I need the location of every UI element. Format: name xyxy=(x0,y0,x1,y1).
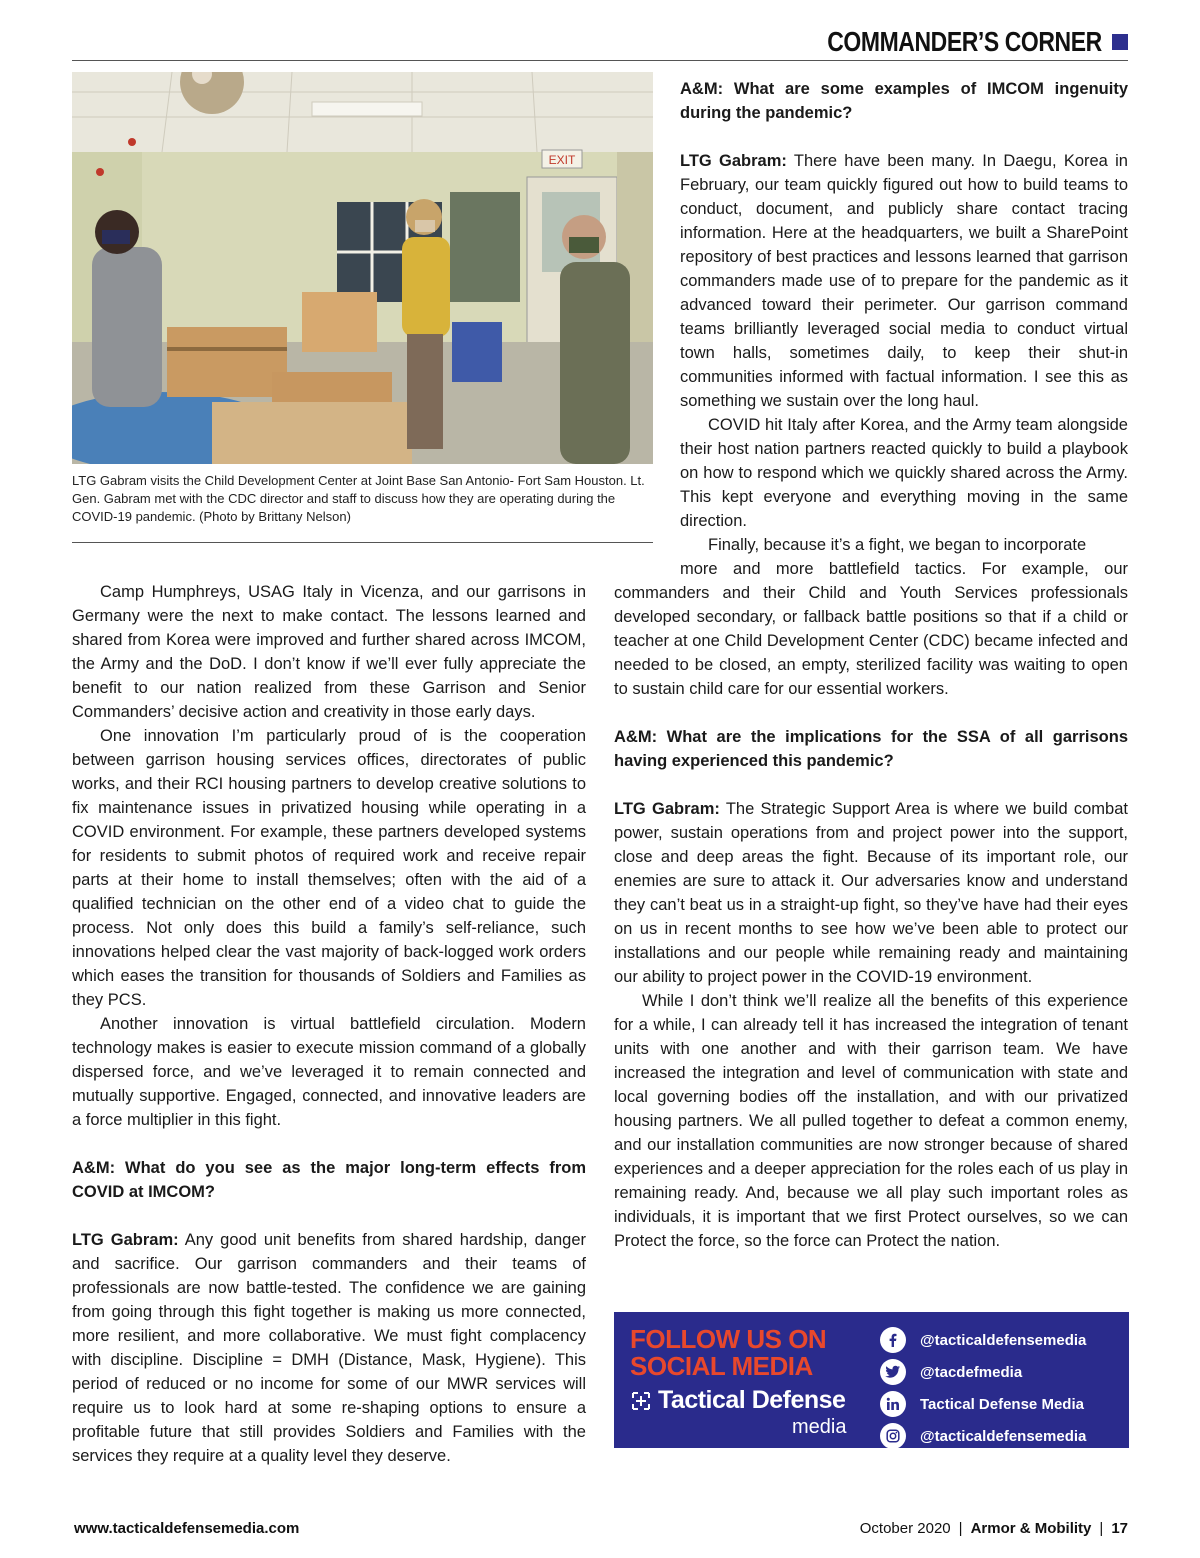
paragraph-humphreys: Camp Humphreys, USAG Italy in Vicenza, and our garrisons in Germany were the next to make contact. The lessons learned and shared from Korea were improved and further shared across IMCOM, the Army and the DoD. I don’t know if we’ll ever fully appreciate the benefit to our nation realized from these Garrison and Senior Commanders’ decisive action and creativity in those early days. xyxy=(72,583,586,721)
instagram-icon xyxy=(880,1423,906,1449)
right-column-bottom xyxy=(614,557,1128,1253)
social-link-linkedin[interactable]: Tactical Defense Media xyxy=(880,1388,1120,1420)
speaker-label: LTG Gabram: xyxy=(72,1231,179,1249)
social-link-instagram[interactable]: @tacticaldefensemedia xyxy=(880,1420,1120,1452)
right-column-finally-lead xyxy=(680,533,1128,557)
paragraph-innovation: One innovation I’m particularly proud of is the cooperation between garrison housing services offices, directorates of public works, and their RCI housing partners to develop creative solutions to fix maintenance issues in privatized housing while operating in a COVID environment. For example, these partners developed systems for residents to submit photos of required work and receive repair parts at their home to install themselves; often with the aid of a qualified technician on the other end of a video chat to guide the process. Not only does this build a family’s self-reliance, such innovations helped clear the vast majority of back-logged work orders which eases the transition for thousands of Soldiers and Families as they PCS. xyxy=(72,727,586,1009)
section-title: COMMANDER’S CORNER xyxy=(827,26,1102,57)
footer-separator: | xyxy=(958,1520,963,1537)
footer-publication: Armor & Mobility xyxy=(970,1520,1092,1537)
question-ingenuity: A&M: What are some examples of IMCOM ingenuity during the pandemic? xyxy=(680,80,1128,122)
speaker-label: LTG Gabram: xyxy=(680,152,787,170)
left-column xyxy=(72,580,586,1468)
footer-url[interactable]: www.tacticaldefensemedia.com xyxy=(74,1520,300,1537)
footer-info xyxy=(860,1520,1128,1537)
answer-ssa xyxy=(614,797,1128,989)
paragraph-finally-first-line: Finally, because it’s a fight, we began to incorporate xyxy=(708,536,1087,554)
footer-date: October 2020 xyxy=(859,1520,951,1537)
social-link-twitter[interactable]: @tacdefmedia xyxy=(880,1356,1120,1388)
caption-divider xyxy=(72,542,653,543)
article-photo xyxy=(72,72,653,464)
paragraph-finally: more and more battlefield tactics. For example, our commanders and their Child and Youth Services professionals developed secondary, or fallback battle positions so that if a child or teacher at one Child Development Center (CDC) became infected and needed to be closed, an empty, sterilized facility was waiting to open to sustain child care for our essential workers. xyxy=(614,560,1128,698)
social-link-facebook[interactable]: @tacticaldefensemedia xyxy=(880,1324,1120,1356)
social-links xyxy=(880,1324,1120,1452)
ad-headline: FOLLOW US ON SOCIAL MEDIA xyxy=(630,1324,827,1381)
right-column-top xyxy=(680,77,1128,533)
speaker-label: LTG Gabram: xyxy=(614,800,720,818)
exit-sign: EXIT xyxy=(548,153,576,167)
footer-separator: | xyxy=(1099,1520,1104,1537)
facebook-icon xyxy=(880,1327,906,1353)
header-divider xyxy=(72,60,1128,61)
answer-ingenuity xyxy=(680,149,1128,413)
page-number: 17 xyxy=(1111,1520,1128,1537)
ad-brand: Tactical Defense xyxy=(630,1386,845,1415)
twitter-icon xyxy=(880,1359,906,1385)
answer-text: Any good unit benefits from shared hardship, danger and sacrifice. Our garrison commanders and their teams of professionals are now battle-tested. The confidence we are gaining from going through this fight together is making us more connected, more resilient, and more collaborative. We must fight complacency with discipline. Discipline = DMH (Distance, Mask, Hygiene). This period of reduced or no income for some of our MWR services will require us to look hard at some re-shaping options to ensure a profitable future that still provides Soldiers and Families with the services they require at a quality level they deserve. xyxy=(72,1231,586,1465)
answer-long-term xyxy=(72,1228,586,1468)
linkedin-icon xyxy=(880,1391,906,1417)
answer-text: There have been many. In Daegu, Korea in February, our team quickly figured out how to build teams to conduct, document, and publicly share contact tracing information. Here at the headquarters, we built a SharePoint repository of best practices and lessons learned that garrison commanders made use of to prepare for the pandemic as it advanced toward their perimeter. Our garrison command teams brilliantly leveraged social media to conduct virtual town halls, sometimes daily, to keep their shut-in communities informed with factual information. I see this as something we sustain over the long haul. xyxy=(680,152,1128,410)
question-long-term: A&M: What do you see as the major long-term effects from COVID at IMCOM? xyxy=(72,1159,586,1201)
ad-brand-sub: media xyxy=(792,1416,847,1438)
section-header xyxy=(767,26,1128,58)
paragraph-benefits: While I don’t think we’ll realize all the benefits of this experience for a while, I can already tell it has increased the integration of tenant units with one another and with their garrison team. We have increased the integration and level of communication with state and local governing bodies off the installation, and with our privatized housing partners. We all pulled together to defeat a common enemy, and our installation communities are now stronger because of shared experiences and a deeper appreciation for the roles each of us play in remaining ready. And, because we all play such important roles as individuals, it is important that we first Protect ourselves, so we can Protect the force, so the force can Protect the nation. xyxy=(614,992,1128,1250)
answer-text: The Strategic Support Area is where we build combat power, sustain operations from and project power into the support, close and deep areas the fight. Because of its important role, our enemies are sure to attack it. Our adversaries know and understand they can’t beat us in a straight-up fight, so they’ve have had their eyes on us in recent months to see how we’ve been able to protect our installations and our people while remaining ready and maintaining our ability to project power in the COVID-19 environment. xyxy=(614,800,1128,986)
paragraph-circulation: Another innovation is virtual battlefield circulation. Modern technology makes is easier to execute mission command of a globally dispersed force, and we’ve leveraged it to remain connected and mutually supportive. Engaged, connected, and innovative leaders are a force multiplier in this fight. xyxy=(72,1015,586,1129)
social-media-ad[interactable] xyxy=(614,1312,1129,1448)
paragraph-italy: COVID hit Italy after Korea, and the Army team alongside their host nation partners reacted quickly to build a playbook on how to respond which we quickly shared across the Army. This kept everyone and everything moving in the same direction. xyxy=(680,416,1128,530)
tactical-defense-logo-icon xyxy=(630,1390,652,1412)
question-ssa: A&M: What are the implications for the SSA of all garrisons having experienced this pandemic? xyxy=(614,728,1128,770)
section-marker xyxy=(1112,34,1128,50)
photo-caption: LTG Gabram visits the Child Development Center at Joint Base San Antonio- Fort Sam Houston. Lt. Gen. Gabram met with the CDC director and staff to discuss how they are operating during the COVID-19 pandemic. (Photo by Brittany Nelson) xyxy=(72,473,645,524)
